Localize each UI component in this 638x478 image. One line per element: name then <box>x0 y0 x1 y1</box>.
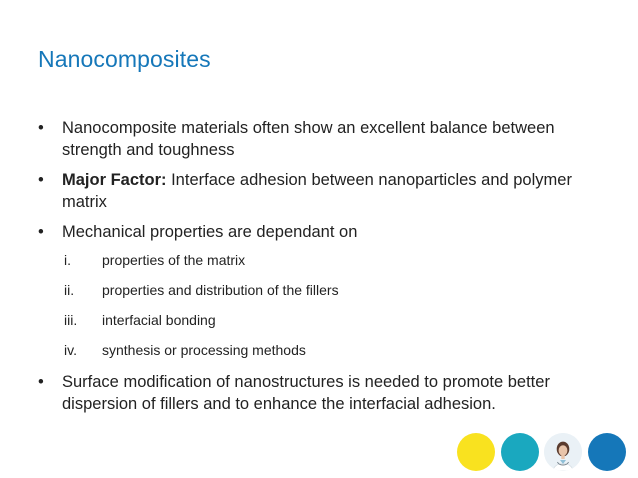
teal-circle <box>501 433 539 471</box>
bullet-list <box>38 117 608 423</box>
bullet-text: Surface modification of nanostructures is needed to promote better dispersion of fillers and to enhance the interfacial adhesion. <box>62 373 550 413</box>
sublist-item <box>38 311 608 329</box>
bullet-bold-prefix: Major Factor: <box>62 171 167 189</box>
sublist-number: iv. <box>64 342 77 358</box>
bullet-item <box>38 117 608 161</box>
sublist-item <box>38 341 608 359</box>
sublist-text: synthesis or processing methods <box>102 342 306 358</box>
sublist-number: iii. <box>64 312 78 328</box>
doctor-photo-icon <box>544 433 582 471</box>
blue-circle <box>588 433 626 471</box>
bullet-dot: • <box>38 373 44 391</box>
bullet-item <box>38 371 608 415</box>
sublist-text: interfacial bonding <box>102 312 216 328</box>
decorative-circles <box>0 433 638 473</box>
yellow-circle <box>457 433 495 471</box>
bullet-dot: • <box>38 171 44 189</box>
bullet-text: Interface adhesion between nanoparticles and polymer matrix <box>62 171 572 211</box>
bullet-text: Mechanical properties are dependant on <box>62 223 358 241</box>
sublist-item <box>38 251 608 269</box>
sublist-number: ii. <box>64 282 75 298</box>
bullet-text: Nanocomposite materials often show an excellent balance between strength and toughness <box>62 119 555 159</box>
sublist-number: i. <box>64 252 71 268</box>
sublist-text: properties of the matrix <box>102 252 246 268</box>
slide-title: Nanocomposites <box>38 46 211 72</box>
bullet-dot: • <box>38 223 44 241</box>
bullet-item <box>38 221 608 243</box>
sublist-text: properties and distribution of the fillers <box>102 282 339 298</box>
bullet-dot: • <box>38 119 44 137</box>
sublist-item <box>38 281 608 299</box>
numbered-sublist <box>38 251 608 359</box>
bullet-item <box>38 169 608 213</box>
